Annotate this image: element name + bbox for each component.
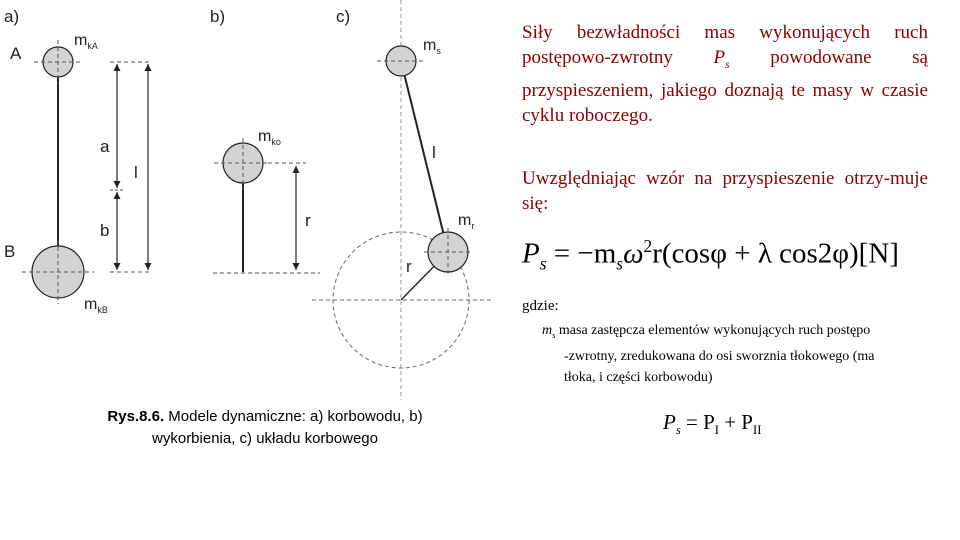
where-label: gdzie: <box>522 298 559 314</box>
acceleration-force-formula: $P_s = -m_s\omega^2r(\cos\varphi + \lambda$ cos2φ)[N] <box>522 236 899 274</box>
caption-label: Rys.8.6. <box>107 408 165 425</box>
point-b-label: B <box>4 242 16 261</box>
panel-b-letter: b) <box>210 7 226 26</box>
dynamic-models-diagram <box>0 0 500 460</box>
force-sum-formula: $P_s = P_I + P_{II}$ <box>663 410 762 438</box>
dim-a-label: a <box>100 137 110 156</box>
panel-a-letter: a) <box>4 7 20 26</box>
definition-ms: $m_s$ masa zastępcza elementów wykonujących ruch postępo -zwrotny, zredukowana do osi sworznia tłokowego (ma tłoka, i części korbowodu) <box>542 323 875 385</box>
mass-ko-label: $m_{ko}$ <box>258 128 281 147</box>
dim-l-label: l <box>134 163 138 182</box>
point-a-label: A <box>10 44 22 63</box>
mass-kb-label: $m_{kB}$ <box>84 296 108 315</box>
caption-line2: wykorbienia, c) układu korbowego <box>152 430 378 447</box>
crank-r-label: r <box>406 257 412 276</box>
dim-r-label-b: r <box>305 211 311 230</box>
mass-r-label: $m_r$ <box>458 212 475 231</box>
conrod-line-c <box>401 61 448 252</box>
dim-b-label: b <box>100 221 110 240</box>
intro-paragraph: Siły bezwładności mas wykonujących ruch postępowo-zwrotny $P_s$ powodowane są przyspieszeniem, jakiego doznają te masy w czasie cyklu roboczego. <box>522 22 928 126</box>
rod-l-label: l <box>432 143 436 162</box>
mass-ka-label: $m_{kA}$ <box>74 32 98 51</box>
intro-var: P <box>713 47 726 68</box>
figure-caption <box>60 406 470 450</box>
intro2-paragraph: Uwzględniając wzór na przyspieszenie otrzy-muje się: <box>522 168 928 214</box>
panel-c-letter: c) <box>336 7 351 26</box>
caption-line1: Modele dynamiczne: a) korbowodu, b) <box>164 408 423 425</box>
mass-s-label: $m_s$ <box>423 37 441 56</box>
